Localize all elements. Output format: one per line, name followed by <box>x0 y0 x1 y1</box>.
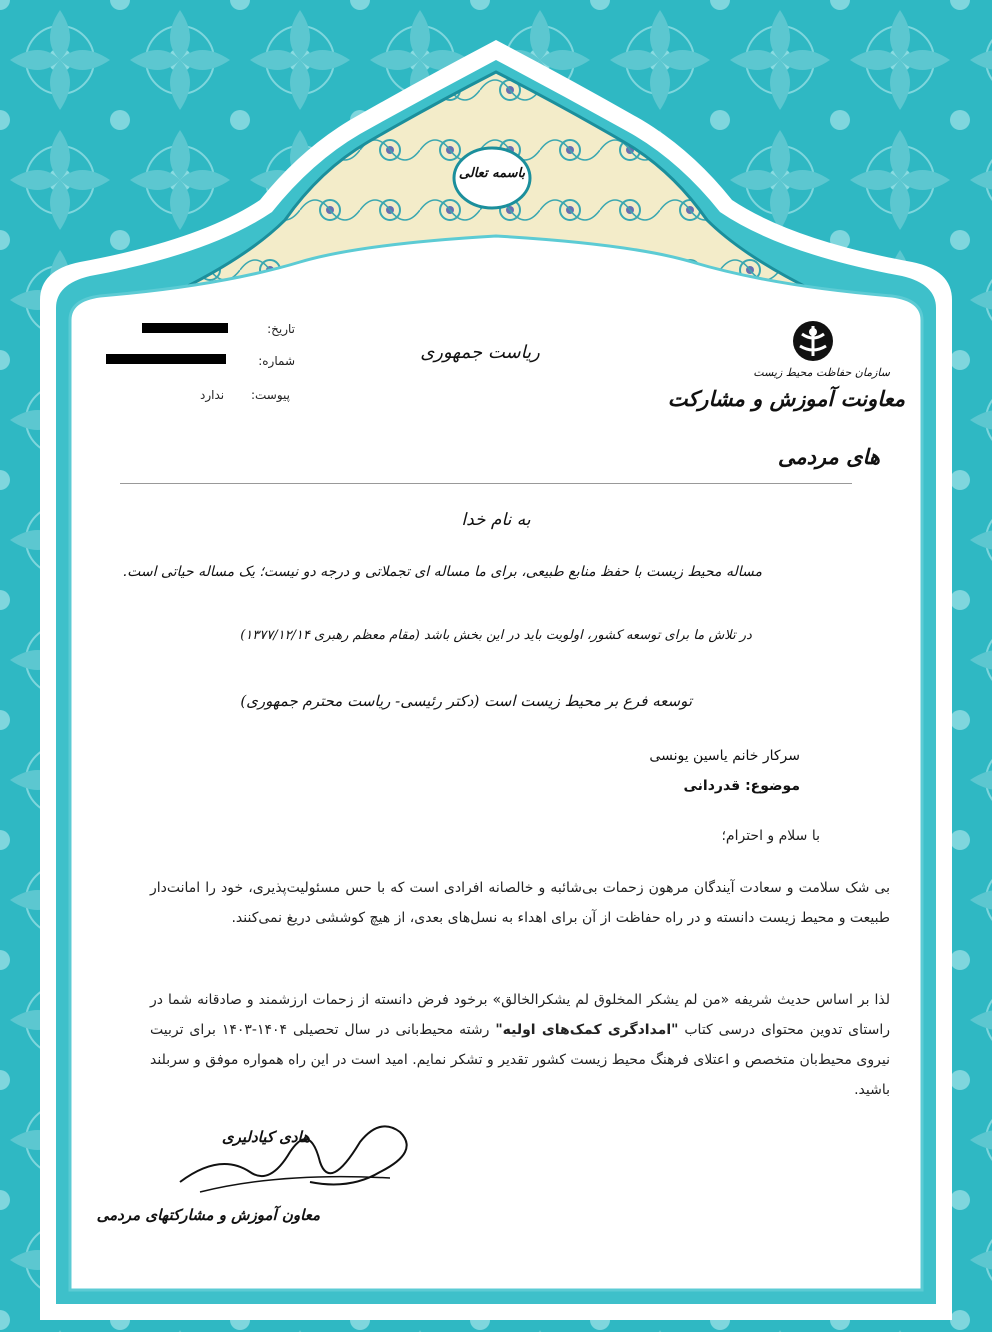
signatory-name: هادی کیادلیری <box>221 1128 310 1146</box>
number-redacted <box>106 354 226 364</box>
date-label: تاریخ: <box>267 322 295 336</box>
greeting: با سلام و احترام؛ <box>721 828 820 844</box>
subject: موضوع: قدردانی <box>683 778 800 794</box>
bename-heading: به نام خدا <box>461 510 531 530</box>
attachment-label: پیوست: <box>250 388 290 402</box>
handwritten-signature <box>160 1112 430 1212</box>
paragraph-2 <box>150 985 890 1105</box>
basmala: باسمه تعالی <box>458 166 526 181</box>
deputy-title-cont: های مردمی <box>777 444 880 469</box>
org-name: سازمان حفاظت محیط زیست <box>753 366 890 379</box>
quote-line-1: مساله محیط زیست با حفظ منابع طبیعی، برای ما مساله ای تجملاتی و درجه دو نیست؛ یک مساله حیاتی است. <box>122 564 762 580</box>
attachment-value: ندارد <box>200 388 225 402</box>
quote-line-2: در تلاش ما برای توسعه کشور، اولویت باید در این بخش باشد (مقام معظم رهبری ۱۳۷۷/۱۲/۱۴) <box>240 628 752 643</box>
org-logo-icon <box>792 320 834 362</box>
deputy-title: معاونت آموزش و مشارکت <box>667 386 905 411</box>
quote-line-3: توسعه فرع بر محیط زیست است (دکتر رئیسی- ریاست محترم جمهوری) <box>240 692 692 710</box>
book-title: "امدادگری کمک‌های اولیه" <box>495 1022 679 1038</box>
date-redacted <box>142 323 228 333</box>
recipient: سرکار خانم یاسین یونسی <box>649 748 800 764</box>
paragraph-2-text-cont: رشته محیط‌بانی در سال تحصیلی ۱۴۰۴-۱۴۰۳ برای تربیت نیروی محیط‌بان متخصص و اعتلای فرهنگ محیط زیست کشور تقدیر و تشکر نمایم. امید است در این راه همواره موفق و سربلند باشید. <box>150 1022 890 1098</box>
presidency-heading: ریاست جمهوری <box>420 342 540 363</box>
paragraph-2-text: لذا بر اساس حدیث شریفه «من لم یشکر المخلوق لم یشکرالخالق» برخود فرض دانسته از زحمات ارزشمند و صادقانه شما در راستای تدوین محتوای درسی کتاب <box>150 992 891 1038</box>
paragraph-1: بی شک سلامت و سعادت آیندگان مرهون زحمات بی‌شائبه و خالصانه افرادی است که با حس مسئولیت‌پذیری، خود را امانت‌دار طبیعت و محیط زیست دانسته و در راه حفاظت از آن برای اهداء به نسل‌های بعدی، از هیچ کوششی دریغ نمی‌کنند. <box>150 880 890 926</box>
signatory-title: معاون آموزش و مشارکتهای مردمی <box>96 1206 320 1224</box>
number-label: شماره: <box>258 354 295 368</box>
header-divider <box>120 483 852 484</box>
